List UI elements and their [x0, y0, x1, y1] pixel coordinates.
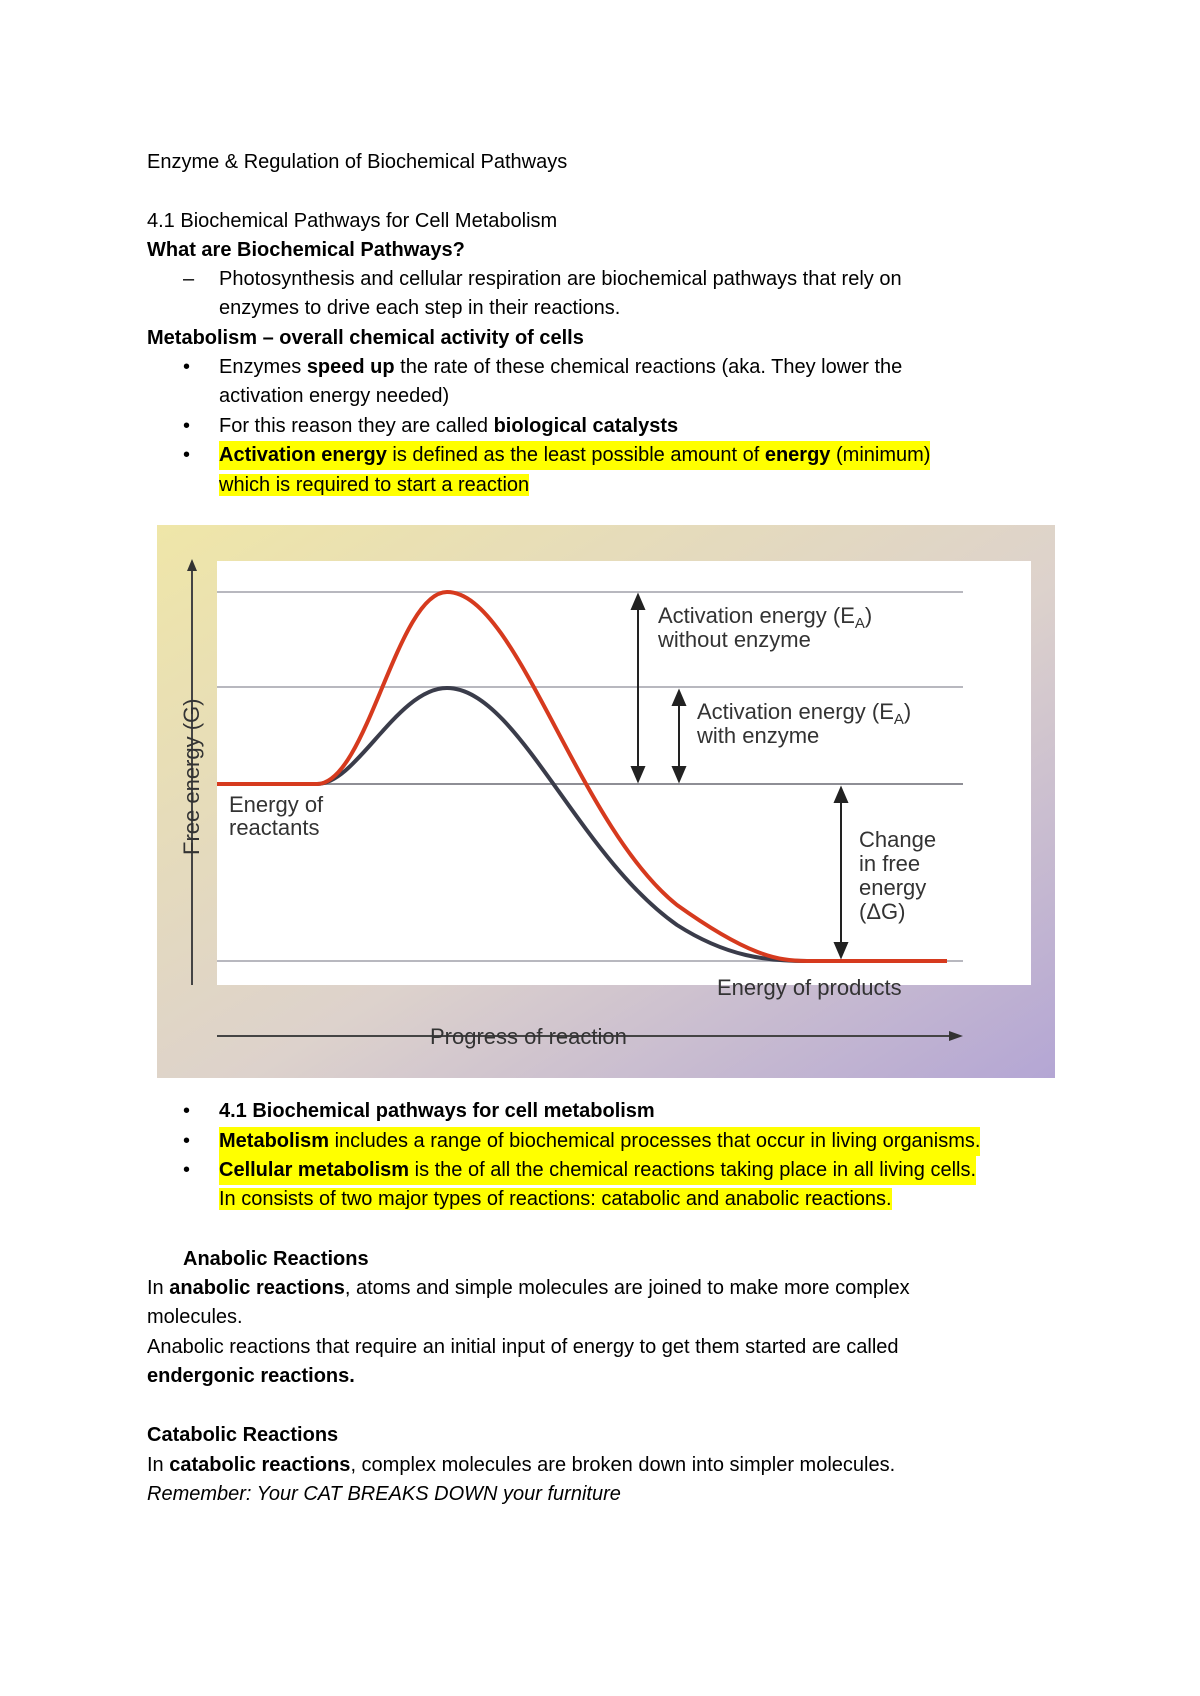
bold-term: speed up	[306, 356, 395, 378]
text-run: For this reason they are called	[219, 415, 494, 437]
label-dg-line1: Change	[859, 827, 937, 852]
label-ea-without-line2: without enzyme	[658, 627, 811, 652]
document-title: Enzyme & Regulation of Biochemical Pathways	[147, 151, 568, 173]
label-products: Energy of products	[717, 975, 902, 1000]
highlighted-text: which is required to start a reaction	[219, 474, 530, 496]
text-run: In	[147, 1454, 170, 1476]
anabolic-paragraph-line2: molecules.	[147, 1306, 243, 1328]
list-item-continuation	[219, 471, 529, 500]
text-run: is the of all the chemical reactions taking place in all living cells.	[409, 1159, 977, 1181]
label-dg-line4: (ΔG)	[859, 899, 906, 924]
text-run: is defined as the least possible amount of	[386, 444, 765, 466]
text-run: Enzymes	[219, 356, 307, 378]
dash-item-continuation: enzymes to drive each step in their reactions.	[219, 297, 621, 319]
list-item-continuation: activation energy needed)	[219, 385, 450, 407]
catabolic-heading: Catabolic Reactions	[147, 1424, 339, 1446]
bullet-marker: •	[183, 1100, 191, 1122]
anabolic-heading: Anabolic Reactions	[183, 1248, 369, 1270]
bold-term: Cellular metabolism	[219, 1159, 410, 1181]
bullet-marker: •	[183, 415, 191, 437]
text-run: , atoms and simple molecules are joined to make more complex	[344, 1277, 910, 1299]
bullet-marker: •	[183, 1130, 191, 1152]
list-item-text	[219, 441, 930, 470]
dash-item-text: Photosynthesis and cellular respiration are biochemical pathways that rely on	[219, 268, 902, 290]
bold-term: catabolic reactions	[169, 1454, 351, 1476]
list-item-text: 4.1 Biochemical pathways for cell metabolism	[219, 1100, 655, 1122]
text-run: , complex molecules are broken down into simpler molecules.	[350, 1454, 896, 1476]
y-axis-label: Free energy (G)	[179, 698, 204, 855]
list-item-text	[219, 412, 678, 441]
label-reactants-line1: Energy of	[229, 792, 324, 817]
anabolic-paragraph-line1	[147, 1274, 910, 1303]
text-run: includes a range of biochemical processes that occur in living organisms.	[329, 1130, 981, 1152]
text-run: In	[147, 1277, 170, 1299]
bullet-marker: •	[183, 356, 191, 378]
bullet-marker: •	[183, 444, 191, 466]
label-ea-with-line2: with enzyme	[697, 723, 820, 748]
x-axis-label-box	[425, 1024, 630, 1050]
bold-term: energy	[764, 444, 831, 466]
anabolic-paragraph2-line1: Anabolic reactions that require an initial input of energy to get them started are called	[147, 1336, 899, 1358]
label-ea-with-line1: Activation energy $(E_A)$	[697, 699, 912, 728]
dash-marker: –	[183, 268, 195, 290]
bold-term: anabolic reactions	[169, 1277, 345, 1299]
x-axis-label: Progress of reaction	[430, 1024, 627, 1049]
list-item-continuation	[219, 1185, 892, 1214]
activation-energy-diagram	[157, 525, 1055, 1078]
text-run: the rate of these chemical reactions (aka. They lower the	[394, 356, 903, 378]
list-item-text	[219, 353, 902, 382]
text-run: (minimum)	[830, 444, 931, 466]
list-item-text	[219, 1156, 976, 1185]
catabolic-paragraph	[147, 1451, 895, 1480]
list-item-text	[219, 1127, 980, 1156]
bold-term: biological catalysts	[493, 415, 679, 437]
highlighted-text: In consists of two major types of reactions: catabolic and anabolic reactions.	[219, 1188, 892, 1210]
label-dg-line2: in free	[859, 851, 921, 876]
anabolic-paragraph2-line2	[147, 1362, 355, 1391]
bold-term: Metabolism	[219, 1130, 330, 1152]
label-reactants-line2: reactants	[229, 815, 320, 840]
question-heading: What are Biochemical Pathways?	[147, 239, 465, 261]
bold-term: Activation energy	[219, 444, 387, 466]
metabolism-heading: Metabolism – overall chemical activity of cells	[147, 327, 584, 349]
text-run: .	[349, 1365, 355, 1387]
remember-note: Remember: Your CAT BREAKS DOWN your furniture	[147, 1483, 621, 1505]
section-heading: 4.1 Biochemical Pathways for Cell Metabolism	[147, 210, 558, 232]
bold-term: endergonic reactions	[147, 1365, 350, 1387]
label-ea-without-line1: Activation energy $(E_A)$	[658, 603, 873, 632]
bullet-marker: •	[183, 1159, 191, 1181]
label-dg-line3: energy	[859, 875, 927, 900]
